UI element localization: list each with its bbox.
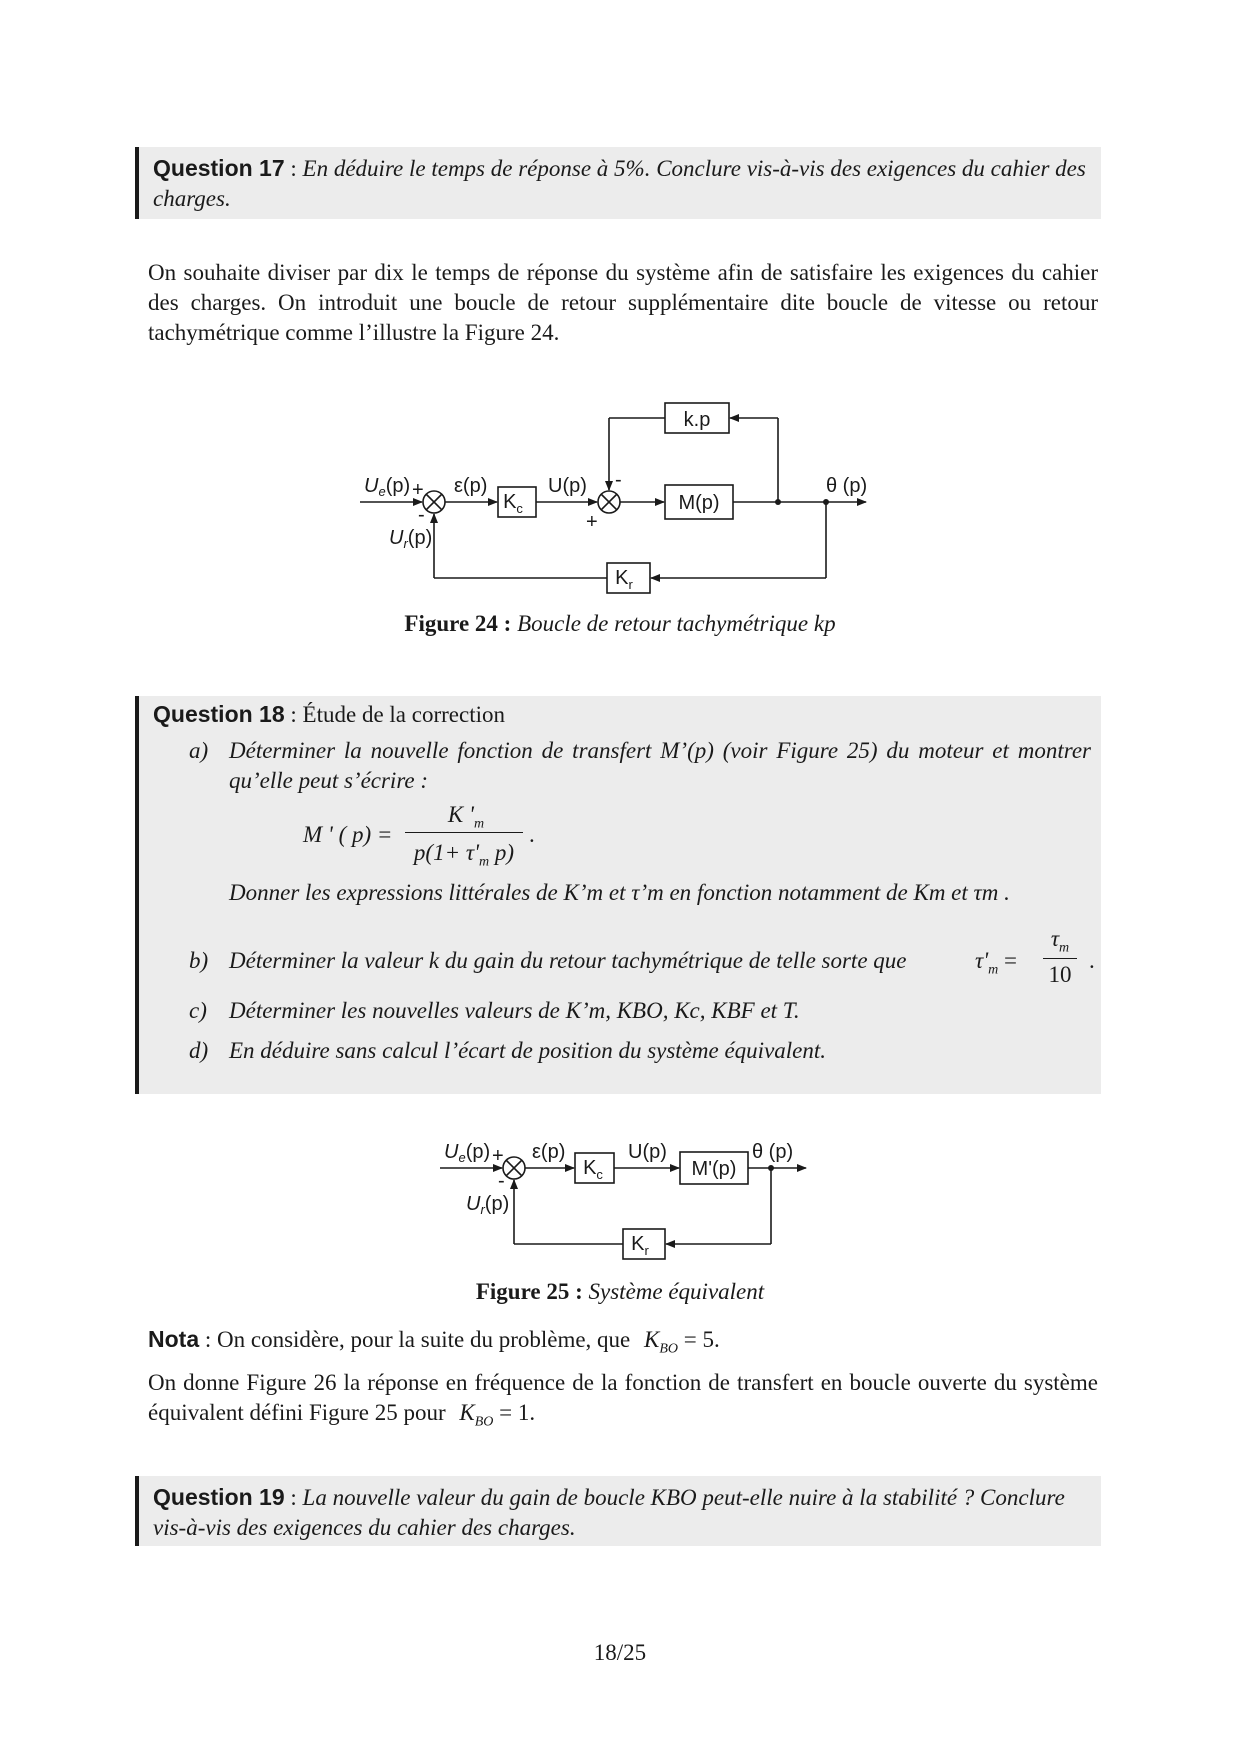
fig25-block-m: M'(p) xyxy=(691,1158,737,1180)
fig25-label-theta: θ (p) xyxy=(752,1141,794,1163)
fig24-label-ur: $U_r(p)$ xyxy=(389,527,433,551)
question-19-text: La nouvelle valeur du gain de boucle KBO peut-elle nuire à la stabilité ? Conclure vis-à-vis des exigences du cahier des charges. xyxy=(153,1485,1065,1540)
page-number: 18/25 xyxy=(593,1640,647,1665)
fig25-block-kc: $K_c$ xyxy=(583,1157,603,1182)
intro-paragraph: On souhaite diviser par dix le temps de réponse du système afin de satisfaire les exigences du cahier des charges. On introduit une boucle de retour supplémentaire dite boucle de vitesse ou retour tachymétrique comme l’illustre la Figure 24. xyxy=(148,260,1098,345)
figure-25-caption: Figure 25 : Système équivalent xyxy=(475,1279,765,1304)
fig24-minus-2: - xyxy=(615,469,622,491)
fig25-plus: + xyxy=(492,1145,504,1167)
question-17-label: Question 17 xyxy=(153,155,285,181)
fig24-label-theta: θ (p) xyxy=(826,475,868,497)
fig25-label-ue: $U_e(p)$ xyxy=(444,1141,491,1165)
fig24-block-kr: $K_r$ xyxy=(615,567,633,592)
question-19-label: Question 19 xyxy=(153,1484,285,1510)
expr-text: Donner les expressions littérales de K’m et τ’m en fonction notamment de Km et τm . xyxy=(229,880,1010,905)
item-d: d) En déduire sans calcul l’écart de position du système équivalent. xyxy=(189,1038,827,1063)
figure-24-caption: Figure 24 : Boucle de retour tachymétrique kp xyxy=(404,611,836,636)
nota-line: Nota : On considère, pour la suite du problème, que $K_{BO} = 5$. xyxy=(148,1326,720,1357)
fig24-label-u: U(p) xyxy=(548,475,587,497)
question-17-text: En déduire le temps de réponse à 5%. Conclure vis-à-vis des exigences du cahier des charges. xyxy=(153,156,1086,211)
paragraph-figure-26: On donne Figure 26 la réponse en fréquence de la fonction de transfert en boucle ouverte du système équivalent défini Figure 25 pour $K_{BO} = 1$. xyxy=(148,1370,1098,1430)
fig24-label-eps: ε(p) xyxy=(454,475,488,497)
fig24-plus-2: + xyxy=(586,511,598,533)
fig24-label-ue: $U_e(p)$ xyxy=(364,475,411,499)
formula-m-prime: M ' ( p) = K '$_m$ $p(1+ \tau'_m$ p) . xyxy=(303,802,535,870)
fig25-label-eps: ε(p) xyxy=(532,1141,566,1163)
fig24-plus-1: + xyxy=(412,479,424,501)
question-18-box: Question 18 : Étude de la correction a) Déterminer la nouvelle fonction de transfert M’(p) (voir Figure 25) du moteur et montrer qu’elle peut s’écrire : M ' ( p) = K '$_m$ $p(1+ \tau'_m$ p) . Donner les expressions littérales de K’m et τ’m en fonction notamment de Km et τm . b) Déterminer la valeur k du gain du retour tachymétrique de telle sorte que $\tau'_m$ = $\tau_m$ 10 . c) Déterminer les nouvelles valeurs de K’m, KBO, Kc, KBF et T. d) En déduire sans calcul l’écart de position du système équivalent. xyxy=(135,696,1101,1094)
question-17-box: Question 17 : En déduire le temps de réponse à 5%. Conclure vis-à-vis des exigences du cahier des charges. xyxy=(135,147,1101,219)
item-a: a) Déterminer la nouvelle fonction de transfert M’(p) (voir Figure 25) du moteur et montrer qu’elle peut s’écrire : xyxy=(189,738,1091,793)
fig25-block-kr: $K_r$ xyxy=(631,1233,649,1258)
question-18-label: Question 18 xyxy=(153,701,285,727)
question-18-title: Étude de la correction xyxy=(302,702,505,727)
question-19-box: Question 19 : La nouvelle valeur du gain de boucle KBO peut-elle nuire à la stabilité ? Conclure vis-à-vis des exigences du cahier des charges. xyxy=(135,1476,1101,1546)
item-c: c) Déterminer les nouvelles valeurs de K’m, KBO, Kc, KBF et T. xyxy=(189,998,800,1023)
fig24-block-m: M(p) xyxy=(678,492,720,514)
fig24-minus-1: - xyxy=(418,504,425,526)
item-b: b) Déterminer la valeur k du gain du retour tachymétrique de telle sorte que $\tau'_m$ = $\tau_m$ 10 . xyxy=(189,926,1095,987)
figure-24-diagram xyxy=(360,390,880,605)
figure-25-diagram xyxy=(440,1130,820,1270)
fig24-block-kp: k.p xyxy=(683,409,711,431)
fig25-minus: - xyxy=(498,1170,505,1192)
fig24-block-kc: $K_c$ xyxy=(503,491,523,516)
fig25-label-ur: $U_r(p)$ xyxy=(466,1193,510,1217)
fig25-label-u: U(p) xyxy=(628,1141,667,1163)
